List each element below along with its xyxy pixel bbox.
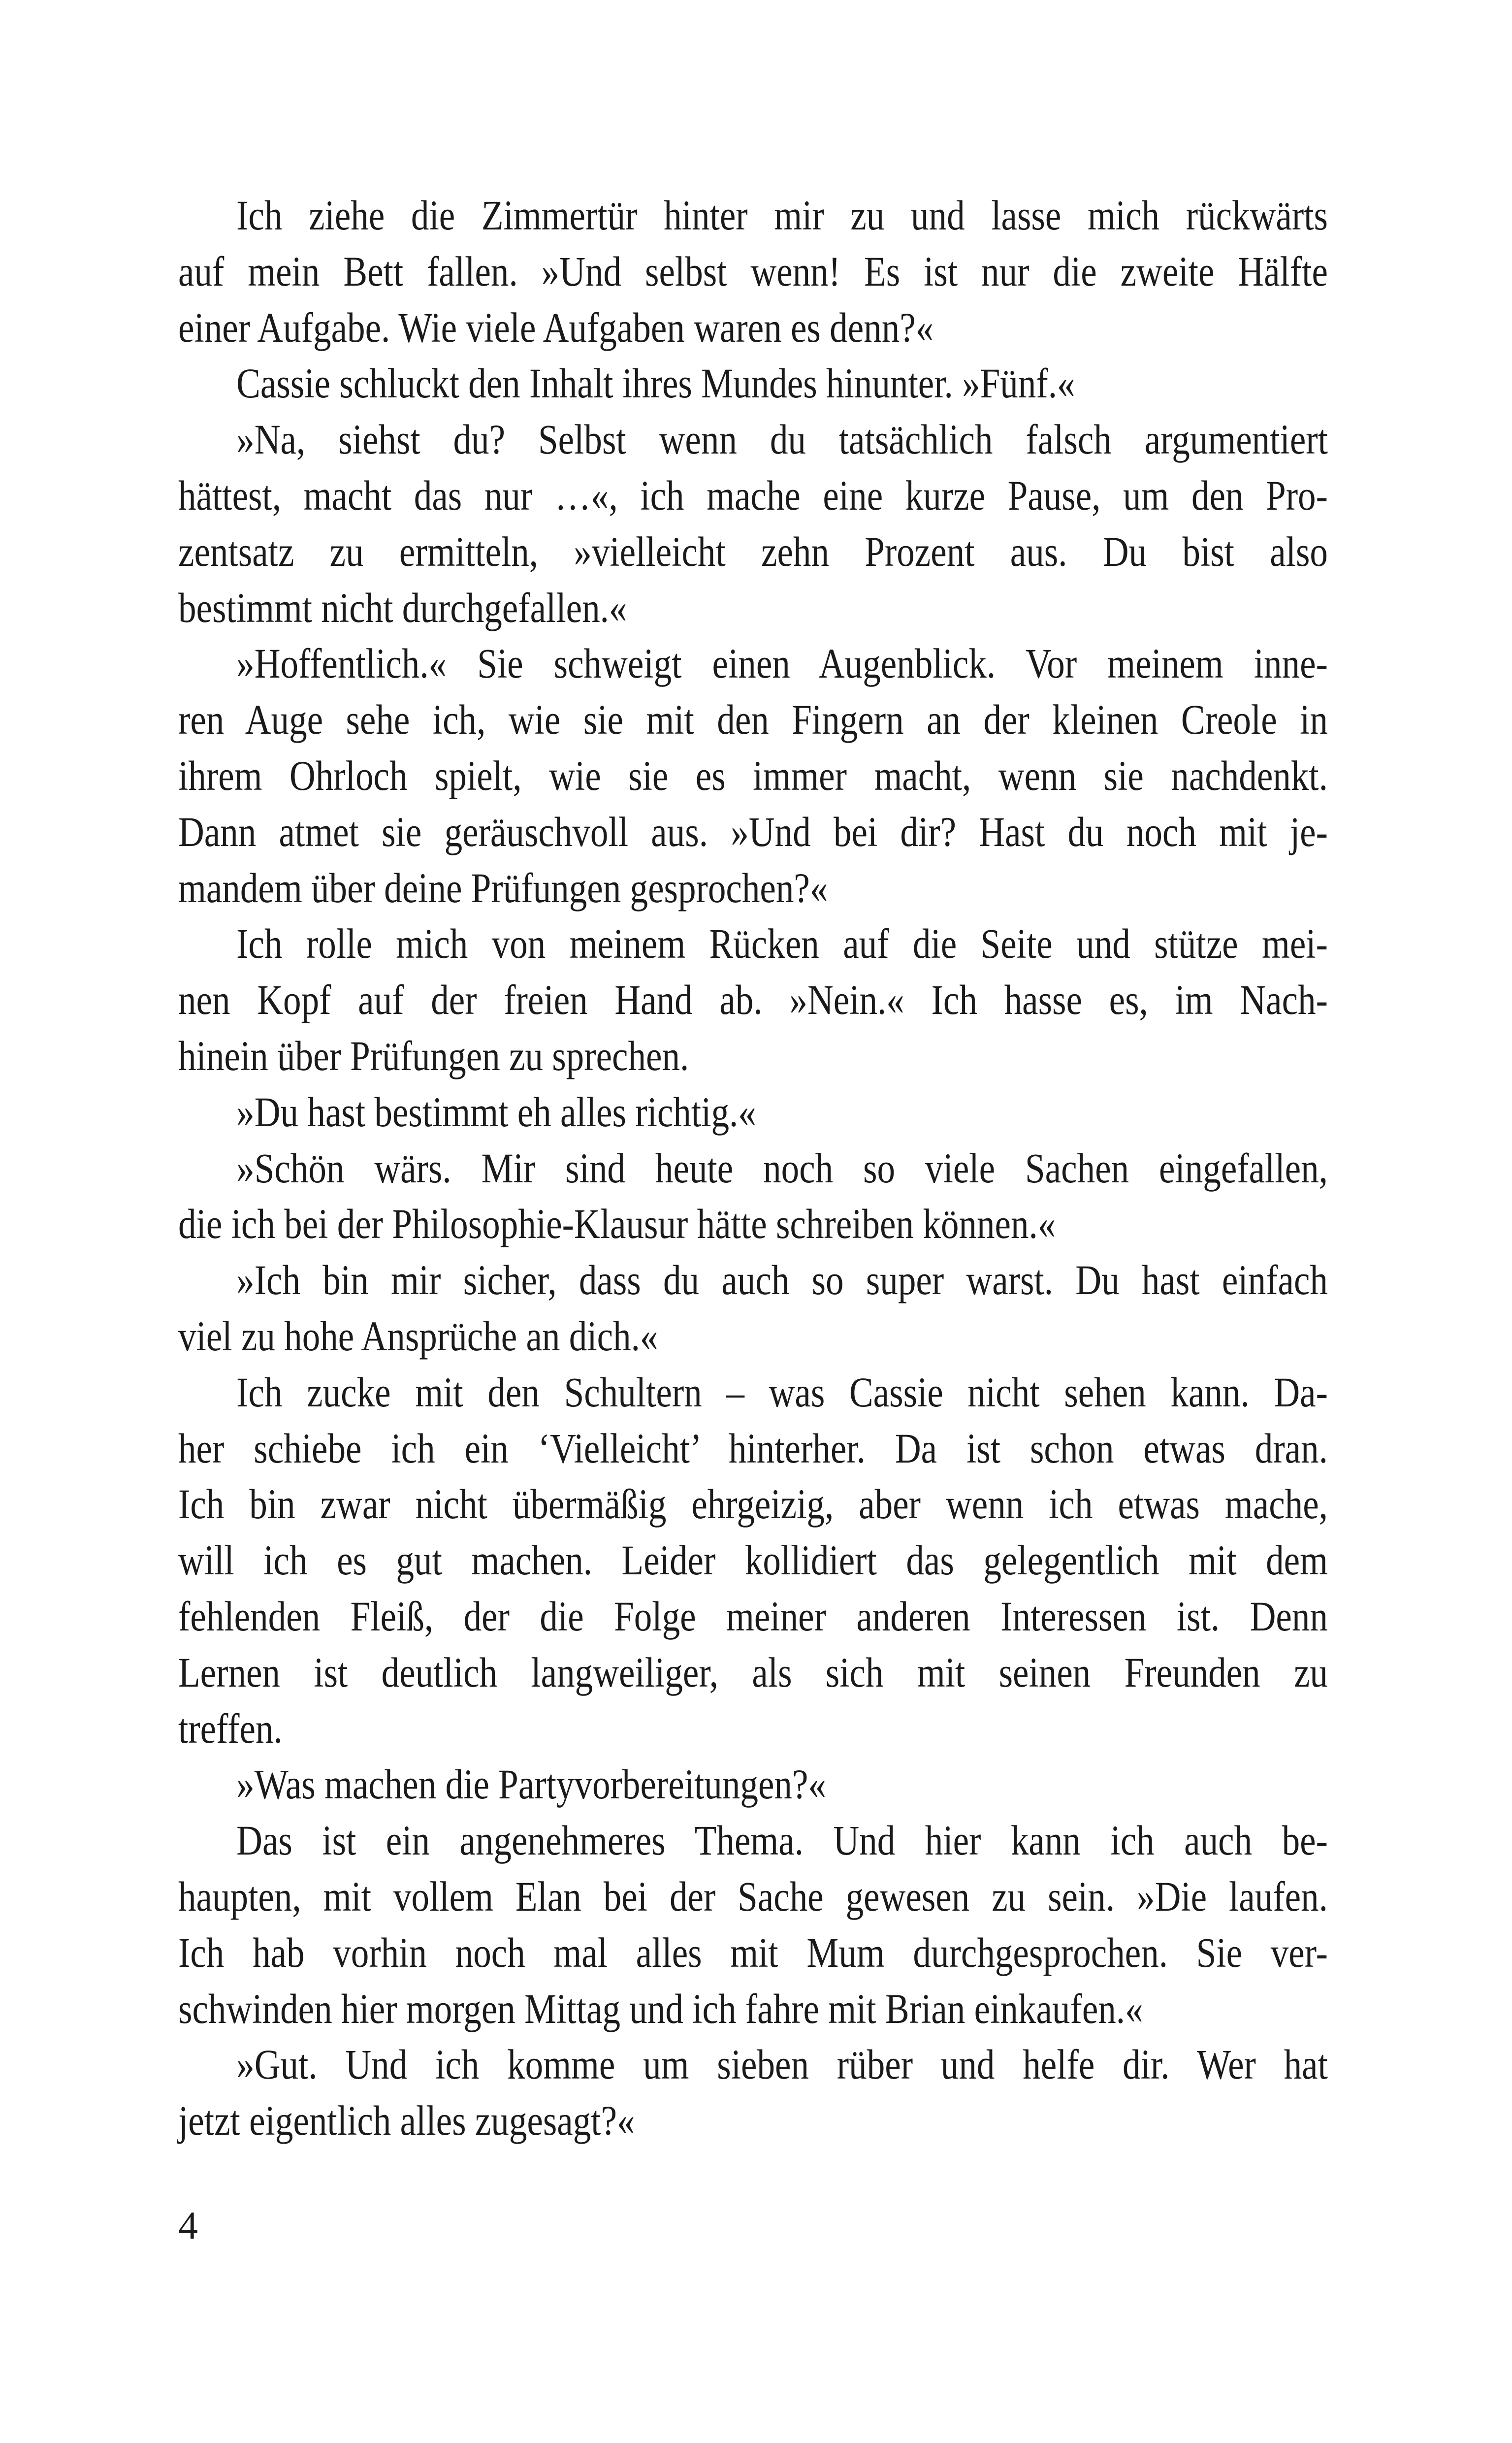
text-line: »Was machen die Partyvorbereitungen?« [236, 1760, 826, 1808]
text-line: Ich ziehe die Zimmertür hinter mir zu und lasse mich rückwärts [236, 192, 1328, 239]
text-line: Cassie schluckt den Inhalt ihres Mundes hinunter. »Fünf.« [236, 359, 1075, 407]
text-line: »Ich bin mir sicher, dass du auch so super warst. Du hast einfach [236, 1256, 1328, 1304]
text-line: Lernen ist deutlich langweiliger, als sich mit seinen Freunden zu [178, 1648, 1328, 1696]
text-line: »Hoffentlich.« Sie schweigt einen Augenblick. Vor meinem inne- [236, 640, 1328, 687]
text-line: haupten, mit vollem Elan bei der Sache gewesen zu sein. »Die laufen. [178, 1872, 1328, 1920]
text-line: Ich bin zwar nicht übermäßig ehrgeizig, aber wenn ich etwas mache, [178, 1480, 1328, 1528]
text-line: Ich zucke mit den Schultern – was Cassie nicht sehen kann. Da- [236, 1368, 1328, 1416]
text-line: ren Auge sehe ich, wie sie mit den Fingern an der kleinen Creole in [178, 696, 1328, 744]
text-line: Ich hab vorhin noch mal alles mit Mum durchgesprochen. Sie ver- [178, 1928, 1328, 1976]
text-line: ihrem Ohrloch spielt, wie sie es immer macht, wenn sie nachdenkt. [178, 751, 1328, 799]
body-text [178, 188, 1328, 2149]
text-line: »Schön wärs. Mir sind heute noch so viele Sachen eingefallen, [236, 1144, 1328, 1192]
text-line: nen Kopf auf der freien Hand ab. »Nein.« Ich hasse es, im Nach- [178, 976, 1328, 1024]
text-line: zentsatz zu ermitteln, »vielleicht zehn Prozent aus. Du bist also [178, 527, 1328, 575]
text-line: fehlenden Fleiß, der die Folge meiner anderen Interessen ist. Denn [178, 1592, 1328, 1640]
text-line: hinein über Prüfungen zu sprechen. [178, 1032, 689, 1079]
text-line: treffen. [178, 1704, 283, 1752]
text-line: viel zu hohe Ansprüche an dich.« [178, 1312, 658, 1360]
text-line: Das ist ein angenehmeres Thema. Und hier kann ich auch be- [236, 1817, 1328, 1864]
text-line: Ich rolle mich von meinem Rücken auf die Seite und stütze mei- [236, 920, 1328, 968]
text-line: »Du hast bestimmt eh alles richtig.« [236, 1088, 756, 1136]
text-line: jetzt eigentlich alles zugesagt?« [178, 2097, 635, 2145]
page-number: 4 [178, 2204, 198, 2248]
text-line: die ich bei der Philosophie-Klausur hätte schreiben können.« [178, 1200, 1056, 1248]
text-line: Dann atmet sie geräuschvoll aus. »Und bei dir? Hast du noch mit je- [178, 808, 1328, 855]
text-line: »Na, siehst du? Selbst wenn du tatsächlich falsch argumentiert [236, 416, 1328, 463]
text-line: »Gut. Und ich komme um sieben rüber und helfe dir. Wer hat [236, 2041, 1328, 2088]
text-line: bestimmt nicht durchgefallen.« [178, 584, 627, 631]
text-line: mandem über deine Prüfungen gesprochen?« [178, 864, 828, 912]
text-line: hättest, macht das nur …«, ich mache eine kurze Pause, um den Pro- [178, 471, 1328, 519]
text-line: her schiebe ich ein ‘Vielleicht’ hinterher. Da ist schon etwas dran. [178, 1424, 1328, 1472]
text-line: auf mein Bett fallen. »Und selbst wenn! Es ist nur die zweite Hälfte [178, 247, 1328, 295]
text-line: schwinden hier morgen Mittag und ich fahre mit Brian einkaufen.« [178, 1985, 1143, 2032]
text-line: einer Aufgabe. Wie viele Aufgaben waren es denn?« [178, 303, 934, 351]
text-line: will ich es gut machen. Leider kollidiert das gelegentlich mit dem [178, 1536, 1328, 1584]
